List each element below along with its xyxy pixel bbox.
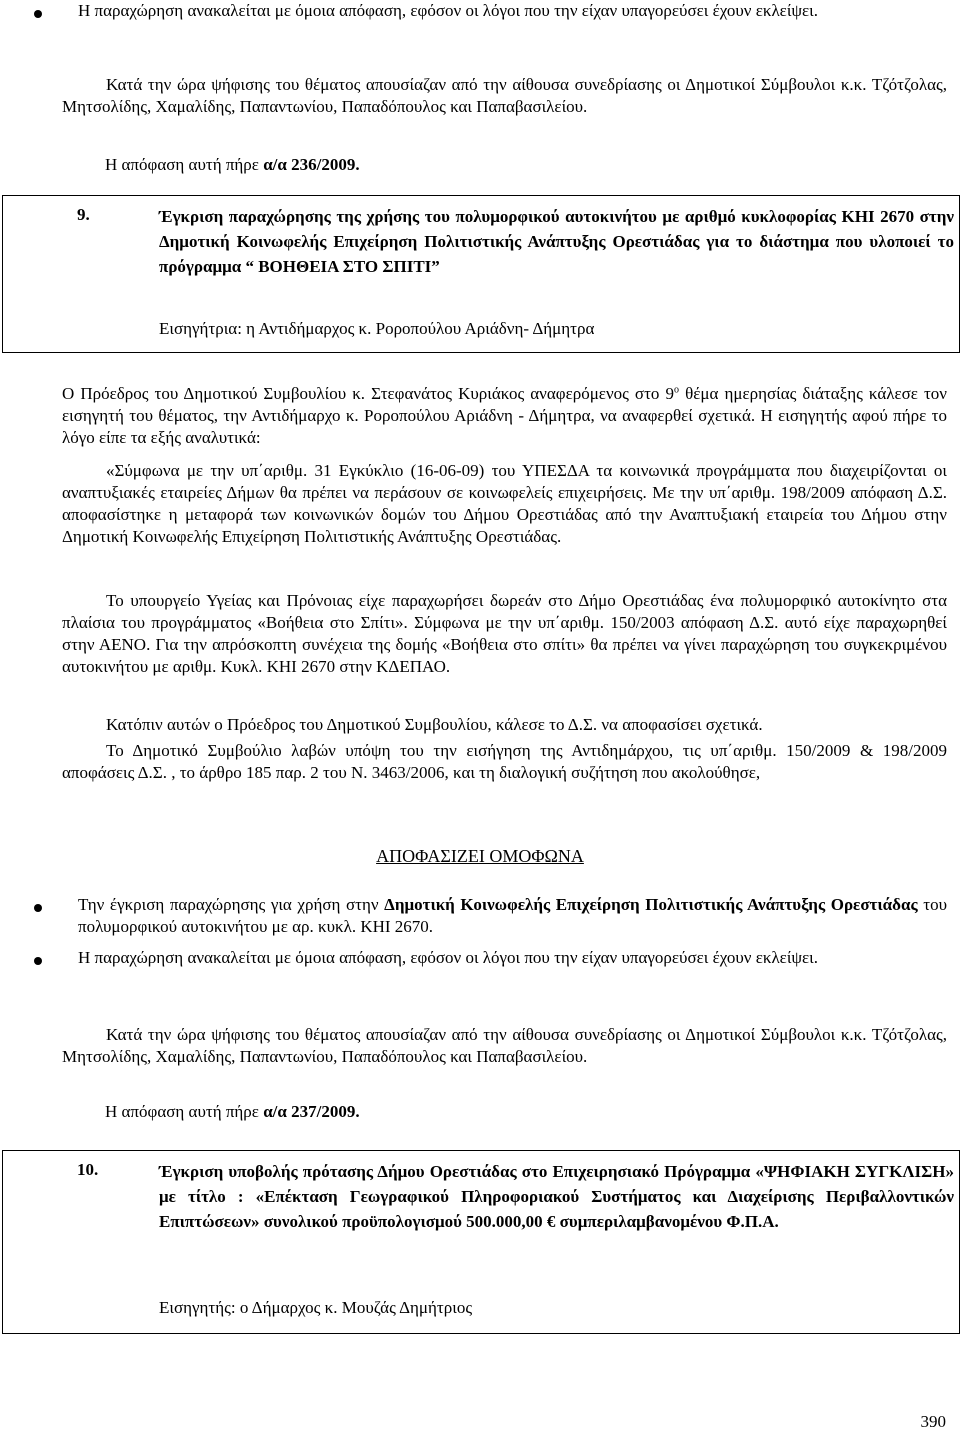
page-number: 390 — [920, 1412, 946, 1431]
decision-heading: ΑΠΟΦΑΣΙΖΕΙ ΟΜΟΦΩΝΑ — [376, 846, 584, 866]
agenda-item-10-number: 10. — [77, 1160, 99, 1179]
agenda-item-10-rapporteur: Εισηγητής: ο Δήμαρχος κ. Μουζάς Δημήτριος — [159, 1298, 473, 1317]
top-bullet-text: Η παραχώρηση ανακαλείται με όμοια απόφαση, εφόσον οι λόγοι που την είχαν υπαγορεύσει έχουν εκλείψει. — [78, 1, 818, 20]
decision-bullet-1: Την έγκριση παραχώρησης για χρήση στην Δημοτική Κοινωφελής Επιχείρηση Πολιτιστικής Ανάπτυξης Ορεστιάδας του πολυμορφικού αυτοκινήτου με αρ. κυκλ. ΚΗΙ 2670. — [78, 895, 947, 936]
agenda-item-9-box — [2, 195, 960, 353]
paragraph-circular: «Σύμφωνα με την υπ΄αριθμ. 31 Εγκύκλιο (16-06-09) του ΥΠΕΣΔΑ τα κοινωνικά προγράμματα που διαχειρίζονται οι αναπτυξιακές εταιρείες Δήμων θα πρέπει να περάσουν σε κοινωφελείς επιχειρήσεις. Με την υπ΄αριθμ. 198/2009 απόφαση Δ.Σ. αποφασίστηκε η μεταφορά των κοινωνικών δομών του Δήμου Ορεστιάδας από την Αναπτυξιακή εταιρεία του Δήμου στην Δημοτική Κοινωφελής Επιχείρηση Πολιτιστικής Ανάπτυξης Ορεστιάδας. — [62, 461, 947, 546]
agenda-item-9-number: 9. — [77, 205, 90, 224]
agenda-item-9-title: Έγκριση παραχώρησης της χρήσης του πολυμορφικού αυτοκινήτου με αριθμό κυκλοφορίας ΚΗΙ 2670 στην Δημοτική Κοινωφελής Επιχείρηση Πολιτιστικής Ανάπτυξης Ορεστιάδας για το διάστημα που υλοποιεί το πρόγραμμα “ ΒΟΗΘΕΙΑ ΣΤΟ ΣΠΙΤΙ” — [159, 207, 954, 276]
agenda-item-9-rapporteur: Εισηγήτρια: η Αντιδήμαρχος κ. Ροροπούλου Αριάδνη- Δήμητρα — [159, 319, 595, 338]
paragraph-invitation: Κατόπιν αυτών ο Πρόεδρος του Δημοτικού Συμβουλίου, κάλεσε το Δ.Σ. να αποφασίσει σχετικά. — [106, 715, 763, 734]
bullet-dot — [34, 957, 42, 965]
agenda-item-10-title: Έγκριση υποβολής πρότασης Δήμου Ορεστιάδας στο Επιχειρησιακό Πρόγραμμα «ΨΗΦΙΑΚΗ ΣΥΓΚΛΙΣΗ» με τίτλο : «Επέκταση Γεωγραφικού Πληροφοριακού Συστήματος και Διαχείρισης Περιβαλλοντικών Επιπτώσεων» συνολικού προϋπολογισμού 500.000,00 € συμπεριλαμβανομένου Φ.Π.Α. — [159, 1162, 954, 1231]
bullet-dot — [34, 904, 42, 912]
bullet-dot — [34, 10, 42, 18]
paragraph-council: Το Δημοτικό Συμβούλιο λαβών υπόψη του την εισήγηση της Αντιδημάρχου, τις υπ΄αριθμ. 150/2009 & 198/2009 αποφάσεις Δ.Σ. , το άρθρο 185 παρ. 2 του Ν. 3463/2006, και τη διαλογική συζήτηση που ακολούθησε, — [62, 741, 947, 782]
agenda-item-10-box — [2, 1150, 960, 1334]
decision-number-line — [105, 1101, 960, 1123]
top-absent-paragraph: Κατά την ώρα ψήφισης του θέματος απουσίαζαν από την αίθουσα συνεδρίασης οι Δημοτικοί Σύμβουλοι κ.κ. Τζότζολας, Μητσολίδης, Χαμαλίδης, Παπαντωνίου, Παπαδόπουλος και Παπαβασιλείου. — [62, 75, 947, 116]
decision-prefix: Η απόφαση αυτή πήρε — [105, 155, 264, 174]
decision-number: α/α 237/2009. — [263, 1102, 360, 1121]
paragraph-ministry: Το υπουργείο Υγείας και Πρόνοιας είχε παραχωρήσει δωρεάν στο Δήμο Ορεστιάδας ένα πολυμορφικό αυτοκίνητο στα πλαίσια του προγράμματος «Βοήθεια στο Σπίτι». Σύμφωνα με την υπ΄αριθμ. 150/2003 απόφαση Δ.Σ. αυτό είχε παραχωρηθεί στην ΑΕΝΟ. Για την απρόσκοπτη συνέχεια της δομής «Βοήθεια στο σπίτι» θα πρέπει να γίνει παραχώρηση του συγκεκριμένου αυτοκινήτου με αριθμ. Κυκλ. ΚΗΙ 2670 στην ΚΔΕΠΑΟ. — [62, 591, 947, 676]
decision-prefix: Η απόφαση αυτή πήρε — [105, 1102, 264, 1121]
decision-absent-paragraph: Κατά την ώρα ψήφισης του θέματος απουσίαζαν από την αίθουσα συνεδρίασης οι Δημοτικοί Σύμβουλοι κ.κ. Τζότζολας, Μητσολίδης, Χαμαλίδης, Παπαντωνίου, Παπαδόπουλος και Παπαβασιλείου. — [62, 1025, 947, 1066]
decision-bullet-2: Η παραχώρηση ανακαλείται με όμοια απόφαση, εφόσον οι λόγοι που την είχαν υπαγορεύσει έχουν εκλείψει. — [78, 948, 818, 967]
decision-number: α/α 236/2009. — [263, 155, 360, 174]
paragraph-president: Ο Πρόεδρος του Δημοτικού Συμβουλίου κ. Στεφανάτος Κυριάκος αναφερόμενος στο $9^o$ θέμα ημερησίας διάταξης κάλεσε τον εισηγητή του θέματος, την Αντιδήμαρχο κ. Ροροπούλου Αριάδνη - Δήμητρα, να αναφερθεί σχετικά. Η εισηγητής αφού πήρε το λόγο είπε τα εξής αναλυτικά: — [62, 384, 947, 447]
top-decision-line — [105, 154, 960, 176]
